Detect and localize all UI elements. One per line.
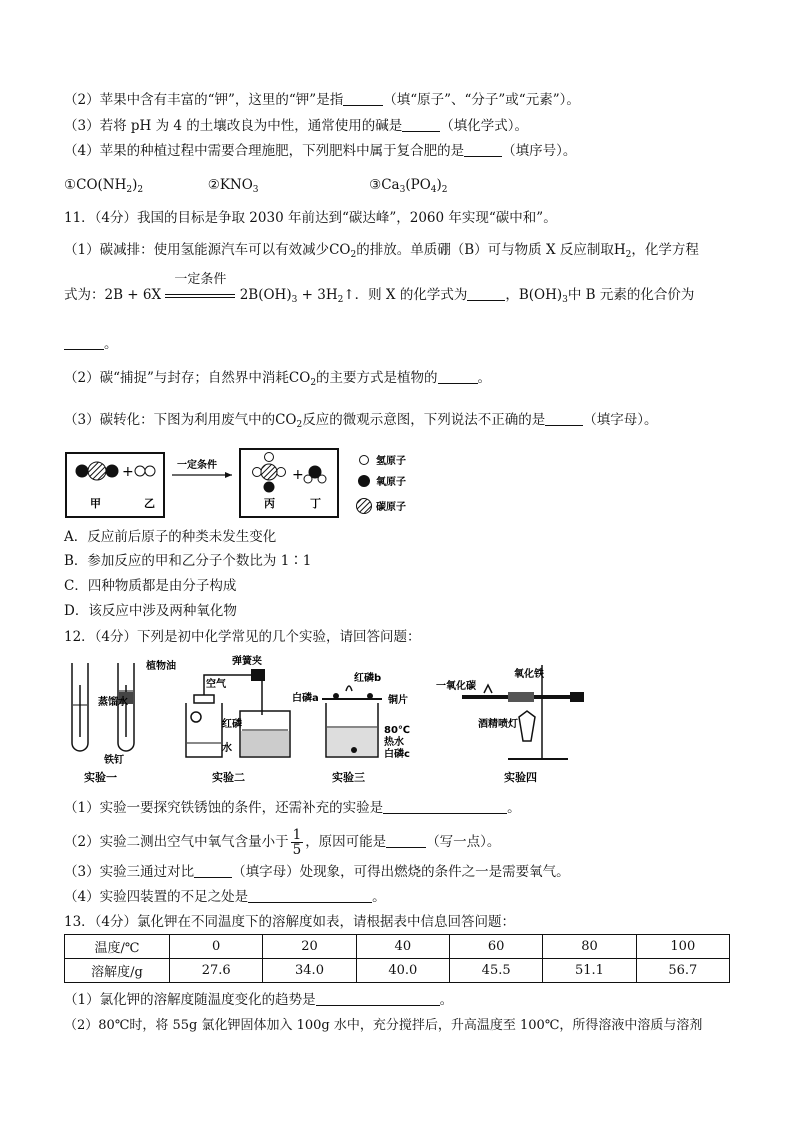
experiments-figure — [64, 655, 594, 785]
label-jia: 甲 — [90, 497, 101, 510]
svg-text:蒸馏水: 蒸馏水 — [98, 697, 128, 708]
svg-text:水: 水 — [222, 743, 232, 754]
molecule-bing — [253, 453, 286, 493]
q12-heading: 12．（4分）下列是初中化学常见的几个实验，请回答问题： — [64, 629, 421, 645]
q11-option-d: D．该反应中涉及两种氧化物 — [64, 603, 237, 619]
svg-text:白磷a: 白磷a — [292, 693, 319, 704]
svg-text:+: + — [292, 467, 304, 483]
molecule-yi — [135, 466, 155, 476]
svg-text:+: + — [122, 464, 134, 480]
q12-part3: （3）实验三通过对比 （填字母）处现象，可得出燃烧的条件之一是需要氧气。 — [64, 864, 570, 880]
q11-equation: 式为：2B + 6X 一定条件 $2B(OH)_3$ + $3H_2↑$．则 X 的化学式为 ，$B(OH)_3$中 B 元素的化合价为 — [64, 272, 695, 305]
table-row: 温度/℃ 0 20 40 60 80 100 — [65, 935, 730, 959]
q13-part1: （1）氯化钾的溶解度随温度变化的趋势是 。 — [64, 992, 454, 1008]
answer-blank[interactable] — [343, 91, 383, 106]
q10-part2: （2）苹果中含有丰富的“钾”，这里的“钾”是指 （填“原子”、“分子”或“元素”）。 — [64, 92, 580, 108]
label-exp4: 实验四 — [504, 771, 537, 784]
molecule-ding — [304, 466, 326, 484]
answer-blank[interactable] — [464, 142, 502, 157]
q13-part2: （2）80℃时，将 55g 氯化钾固体加入 100g 水中，充分搅拌后，升高温度至 100℃，所得溶液中溶质与溶剂 — [64, 1018, 703, 1033]
q11-option-a: A．反应前后原子的种类未发生变化 — [64, 529, 277, 545]
svg-text:红磷b: 红磷b — [354, 673, 382, 684]
answer-blank[interactable] — [64, 335, 104, 350]
label-exp2: 实验二 — [212, 771, 245, 784]
q11-heading: 11．（4分）我国的目标是争取 2030 年前达到“碳达峰”，2060 年实现“碳中和”。 — [64, 210, 557, 226]
answer-blank[interactable] — [248, 888, 372, 903]
q11-part1-end: 。 — [64, 334, 118, 354]
molecule-jia — [76, 462, 119, 480]
q13-heading: 13．（4分）氯化钾在不同温度下的溶解度如表，请根据表中信息回答问题： — [64, 914, 516, 930]
svg-text:碳原子: 碳原子 — [376, 502, 406, 513]
answer-blank[interactable] — [467, 286, 505, 301]
arrow-condition: 一定条件 — [177, 460, 217, 471]
solubility-table — [64, 934, 730, 983]
table-row: 溶解度/g 27.6 34.0 40.0 45.5 51.1 56.7 — [65, 959, 730, 983]
answer-blank[interactable] — [316, 991, 440, 1006]
svg-text:氧原子: 氧原子 — [376, 477, 406, 488]
svg-text:红磷: 红磷 — [222, 719, 242, 730]
reaction-micro-diagram — [64, 445, 464, 520]
svg-text:白磷c: 白磷c — [384, 749, 410, 760]
q12-part2: （2）实验二测出空气中氧气含量小于 $\frac{1}{5}$ ，原因可能是 （写一点）。 — [64, 827, 501, 858]
fraction-one-fifth: $\frac{1}{5}$ — [292, 827, 302, 858]
answer-blank[interactable] — [383, 799, 507, 814]
svg-text:空气: 空气 — [206, 679, 226, 690]
legend — [357, 454, 407, 514]
svg-text:酒精喷灯: 酒精喷灯 — [478, 719, 518, 730]
svg-text:一氧化碳: 一氧化碳 — [436, 681, 476, 692]
q10-part3: （3）若将 pH 为 4 的土壤改良为中性，通常使用的碱是 （填化学式）。 — [64, 118, 529, 134]
q12-part1: （1）实验一要探究铁锈蚀的条件，还需补充的实验是 。 — [64, 800, 521, 816]
label-exp1: 实验一 — [84, 771, 117, 784]
q10-part4: （4）苹果的种植过程中需要合理施肥，下列肥料中属于复合肥的是 （填序号）。 — [64, 143, 577, 159]
label-exp3: 实验三 — [332, 771, 365, 784]
svg-text:氧化铁: 氧化铁 — [514, 669, 544, 680]
answer-blank[interactable] — [438, 369, 478, 384]
svg-text:植物油: 植物油 — [146, 661, 176, 672]
answer-blank[interactable] — [402, 117, 440, 132]
svg-text:热水: 热水 — [384, 737, 404, 748]
svg-text:氢原子: 氢原子 — [376, 456, 406, 467]
svg-text:铁钉: 铁钉 — [104, 755, 124, 766]
svg-text:弹簧夹: 弹簧夹 — [232, 656, 262, 667]
svg-text:铜片: 铜片 — [388, 695, 408, 706]
label-ding: 丁 — [310, 497, 321, 510]
svg-text:80℃: 80℃ — [384, 725, 411, 736]
answer-blank[interactable] — [386, 833, 426, 848]
label-yi: 乙 — [144, 497, 155, 510]
q11-option-b: B．参加反应的甲和乙分子个数比为 1∶1 — [64, 553, 312, 569]
answer-blank[interactable] — [194, 863, 232, 878]
reaction-condition: 一定条件 — [174, 272, 227, 287]
q11-part3: （3）碳转化：下图为利用废气中的$CO_2$反应的微观示意图，下列说法不正确的是 （填字母）。 — [64, 412, 658, 430]
answer-blank[interactable] — [545, 411, 583, 426]
q11-part1: （1）碳减排：使用氢能源汽车可以有效减少$CO_2$的排放。单质硼（B）可与物质 X 反应制取$H_2$，化学方程 — [64, 242, 699, 260]
q12-part4: （4）实验四装置的不足之处是 。 — [64, 889, 386, 905]
q11-part2: （2）碳“捕捉”与封存；自然界中消耗$CO_2$的主要方式是植物的 。 — [64, 370, 492, 388]
q10-options: $①CO(NH_2)_2$ $②KNO_3$ $③Ca_3(PO_4)_2$ — [64, 177, 448, 195]
label-bing: 丙 — [264, 497, 275, 510]
q11-option-c: C．四种物质都是由分子构成 — [64, 578, 237, 594]
